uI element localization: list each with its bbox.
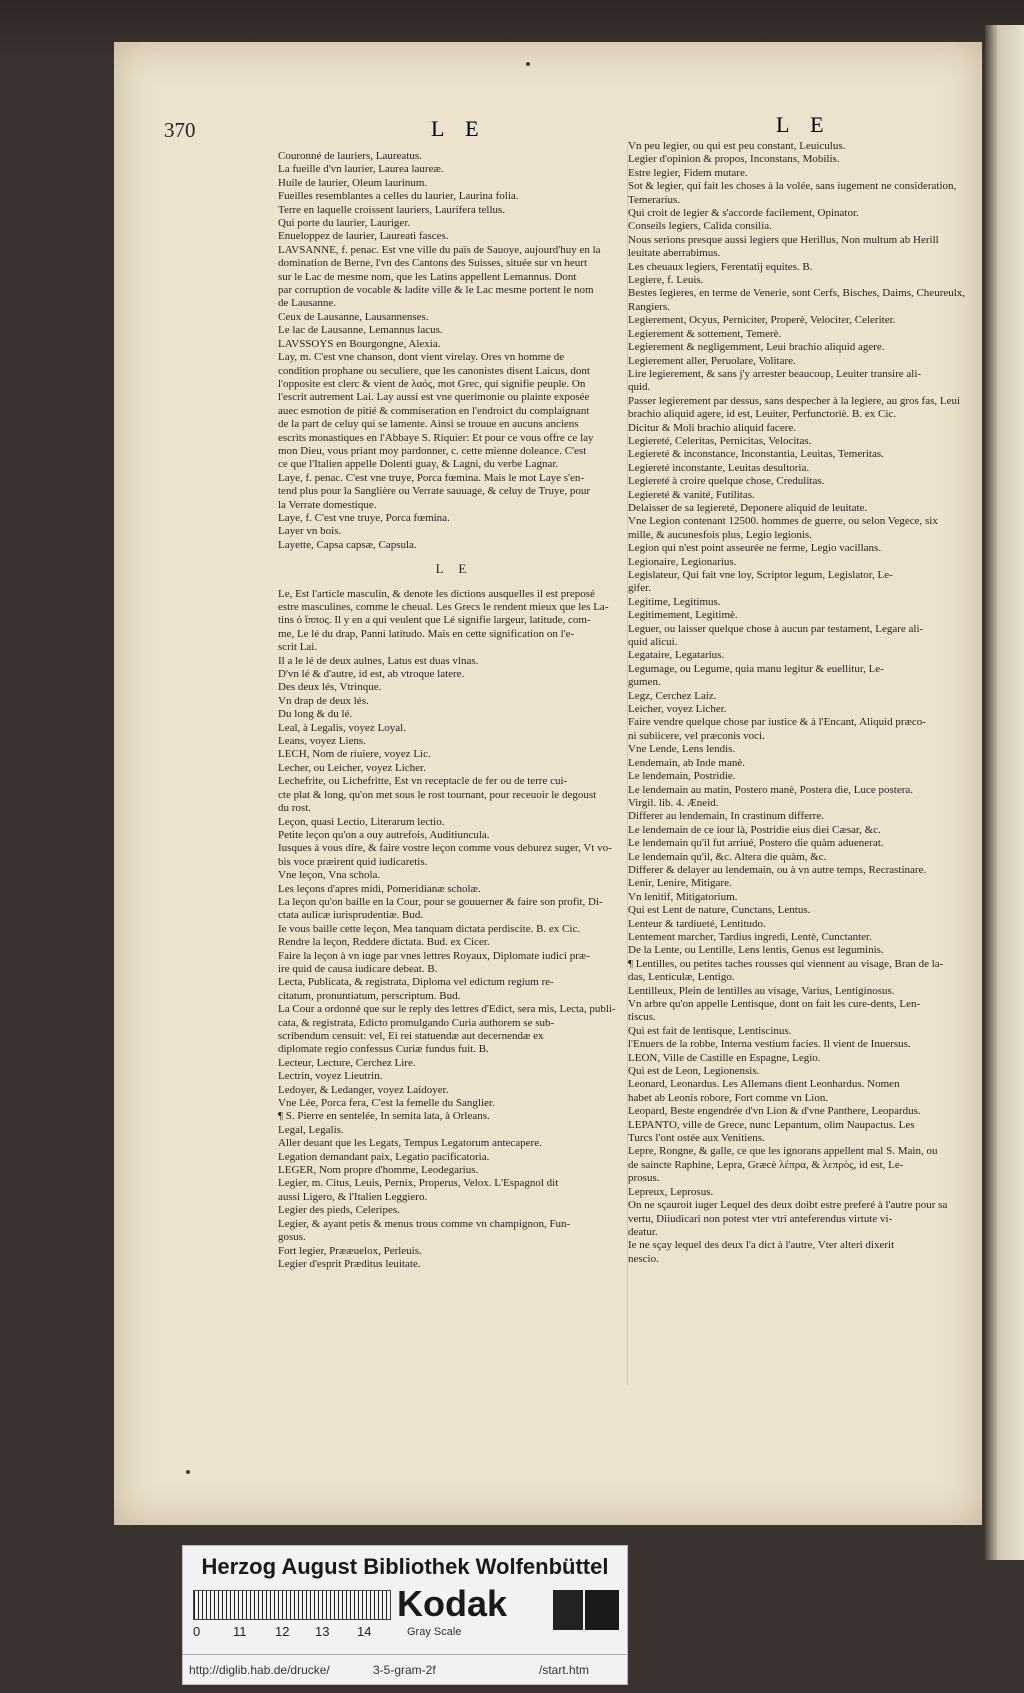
dictionary-line: Le lendemain au matin, Postero manè, Postera die, Luce postera. <box>628 783 913 796</box>
dictionary-line: citatum, pronuntiatum, perscriptum. Bud. <box>278 989 461 1002</box>
page-number: 370 <box>164 118 196 142</box>
dictionary-line: Legataire, Legatarius. <box>628 649 725 662</box>
dictionary-line: Bestes legieres, en terme de Venerie, sont Cerfs, Bisches, Daims, Cheureulx, <box>628 287 966 300</box>
dictionary-line: ni subiicere, vel præconis voci. <box>628 729 765 742</box>
dictionary-line: gifer. <box>628 582 651 595</box>
dictionary-line: Legier des pieds, Celeripes. <box>278 1204 400 1217</box>
right-column <box>628 140 983 1266</box>
dictionary-line: Laye, f. C'est vne truye, Porca fœmina. <box>278 511 450 524</box>
dictionary-line: Leopard, Beste engendrée d'vn Lion & d'vne Panthere, Leopardus. <box>628 1105 921 1118</box>
dictionary-line: me, Le lé du drap, Panni latitudo. Mais en cette signification on l'e- <box>278 627 575 640</box>
dictionary-line: Enueloppez de laurier, Laureati fasces. <box>278 230 449 243</box>
dictionary-line: de Lausanne. <box>278 297 337 310</box>
dictionary-line: Le, Est l'article masculin, & denote les dictions ausquelles il est preposé <box>278 587 595 600</box>
dictionary-line: Differer au lendemain, In crastinum differre. <box>628 810 824 823</box>
dictionary-line: Delaisser de sa legiereté, Deponere aliquid de leuitate. <box>628 501 868 514</box>
scale-number: 14 <box>357 1624 372 1639</box>
dictionary-line: Vn arbre qu'on appelle Lentisque, dont on fait les cure-dents, Len- <box>628 998 921 1010</box>
dictionary-line: Lendemain, ab Inde manè. <box>628 756 745 769</box>
dictionary-line: deatur. <box>628 1225 658 1238</box>
dictionary-line: Lenir, Lenire, Mitigare. <box>628 877 732 890</box>
dictionary-line: Le lendemain de ce iour là, Postridie eius diei Cæsar, &c. <box>628 823 881 836</box>
dictionary-line: Le lendemain qu'il fut arriué, Postero die quàm aduenerat. <box>628 837 884 850</box>
dictionary-line: Legitime, Legitimus. <box>628 595 721 608</box>
dictionary-line: tins ὁ ἵππος. Il y en a qui veulent que Lé signifie largeur, latitude, com- <box>278 614 591 627</box>
dictionary-line: Leçon, quasi Lectio, Literarum lectio. <box>278 815 445 828</box>
dictionary-line: Legiereté, Celeritas, Pernicitas, Velocitas. <box>628 434 812 447</box>
dictionary-line: D'vn lé & d'autre, id est, ab vtroque latere. <box>278 668 465 681</box>
dictionary-line: Vne Lée, Porca fera, C'est la femelle du Sanglier. <box>278 1097 495 1110</box>
gray-scale-label: Gray Scale <box>407 1626 462 1638</box>
dictionary-line: La leçon qu'on baille en la Cour, pour se gouuerner & faire son profit, Di- <box>278 895 603 908</box>
dictionary-line: Legiereté inconstante, Leuitas desultoria. <box>628 461 810 474</box>
dictionary-line: Legierement, Ocyus, Perniciter, Properè, Velociter, Celeriter. <box>628 314 896 327</box>
dictionary-line: Layette, Capsa capsæ, Capsula. <box>278 538 417 551</box>
dictionary-line: Legierement aller, Peruolare, Volitare. <box>628 354 796 367</box>
dictionary-line: LEON, Ville de Castille en Espagne, Legio. <box>628 1051 821 1064</box>
dictionary-line: On ne sçauroit iuger Lequel des deux doibt estre preferé à l'autre pour sa <box>628 1199 948 1212</box>
dictionary-line: Ie vous baille cette leçon, Mea tanquam dictata perdiscite. B. ex Cic. <box>278 922 581 935</box>
dictionary-line: LAVSSOYS en Bourgongne, Alexia. <box>278 337 441 350</box>
dictionary-line: Terre en laquelle croissent lauriers, Laurifera tellus. <box>278 203 506 216</box>
dictionary-line: LEGER, Nom propre d'homme, Leodegarius. <box>278 1164 479 1177</box>
dictionary-line: Legier d'opinion & propos, Inconstans, Mobilis. <box>628 153 840 166</box>
dictionary-line: Legier, m. Citus, Leuis, Pernix, Properus, Velox. L'Espagnol dit <box>278 1177 559 1190</box>
dictionary-line: Laye, f. penac. C'est vne truye, Porca fœmina. Mais le mot Laye s'en- <box>278 471 585 484</box>
dictionary-line: auec esmotion de pitié & commiseration en l'endroict du complaignant <box>278 404 590 417</box>
dictionary-line: mon Dieu, vous priant moy pardonner, c. cette mienne doleance. C'est <box>278 444 587 457</box>
dictionary-line: Leal, à Legalis, voyez Loyal. <box>278 721 406 734</box>
dictionary-line: LECH, Nom de riuiere, voyez Lic. <box>278 748 431 761</box>
scale-number: 11 <box>233 1624 247 1639</box>
dictionary-line: Legiereté à croire quelque chose, Credulitas. <box>628 475 825 488</box>
dictionary-line: du rost. <box>278 802 311 815</box>
dictionary-line: Les leçons d'apres midi, Pomeridianæ scholæ. <box>278 882 481 895</box>
dictionary-line: de la part de celuy qui se lamente. Ainsi se trouue en aucuns anciens <box>278 418 579 431</box>
dictionary-line: Layer vn bois. <box>278 525 342 538</box>
dictionary-line: Estre legier, Fidem mutare. <box>628 166 748 179</box>
scale-number: 0 <box>193 1624 201 1639</box>
dictionary-line: Faire vendre quelque chose par iustice & à l'Encant, Aliquid præco- <box>628 716 926 729</box>
dictionary-line: Rangiers. <box>628 300 670 313</box>
dictionary-line: Leans, voyez Liens. <box>278 735 366 748</box>
dictionary-line: Vne Lende, Lens lendis. <box>628 743 736 756</box>
dictionary-line: Vne Legion contenant 12500. hommes de guerre, ou selon Vegece, six <box>628 515 938 528</box>
dictionary-line: estre masculines, comme le cheual. Les Grecs le rendent mieux que les La- <box>278 601 609 613</box>
dictionary-line: Legier d'esprit Præditus leuitate. <box>278 1257 421 1270</box>
dictionary-line: Des deux lés, Vtrinque. <box>278 681 382 694</box>
kodak-logo: Kodak <box>397 1583 508 1624</box>
dictionary-line: Turcs l'ont ostée aux Venitiens. <box>628 1132 765 1145</box>
dictionary-line: vertu, Diiudicari non potest vter vtri anteferendus virtute vi- <box>628 1212 893 1225</box>
dictionary-line: cata, & registrata, Edicto promulgando Curia authorem se sub- <box>278 1016 555 1029</box>
dictionary-line: cte plat & long, qu'on met sous le rost tournant, pour receuoir le degoust <box>278 788 597 801</box>
dictionary-line: Sot & legier, qui fait les choses à la volée, sans iugement ne consideration, <box>628 180 957 193</box>
dictionary-line: ctata aulicæ iurisprudentiæ. Bud. <box>278 909 424 922</box>
dictionary-line: Le lendemain, Postridie. <box>628 770 736 783</box>
dictionary-line: Legiereté & inconstance, Inconstantia, Leuitas, Temeritas. <box>628 448 884 461</box>
dictionary-line: domination de Berne, l'vn des Cantons des Suisses, située sur vn heurt <box>278 257 588 270</box>
dictionary-line: Vne leçon, Vna schola. <box>278 869 381 882</box>
dictionary-line: l'Enuers de la robbe, Interna vestium facies. Il vient de Inuersus. <box>628 1038 911 1051</box>
dictionary-line: Lentement marcher, Tardius ingredi, Lentè, Cunctanter. <box>628 930 872 943</box>
running-head-right: L E <box>776 112 832 137</box>
dictionary-line: das, Lenticulæ, Lentigo. <box>628 971 735 984</box>
dictionary-line: Aller deuant que les Legats, Tempus Legatorum antecapere. <box>278 1137 542 1150</box>
dictionary-line: Leicher, voyez Licher. <box>628 703 727 716</box>
dictionary-line: scrit Lai. <box>278 641 318 654</box>
dictionary-line: Ceux de Lausanne, Lausannenses. <box>278 310 429 323</box>
dictionary-line: ¶ S. Pierre en sentelée, In semita lata, à Orleans. <box>278 1110 490 1123</box>
dictionary-line: Ledoyer, & Ledanger, voyez Laidoyer. <box>278 1083 449 1096</box>
dictionary-line: prosus. <box>628 1172 660 1185</box>
card-footer <box>183 1654 627 1683</box>
library-color-card <box>182 1545 628 1685</box>
dictionary-line: Lechefrite, ou Lichefritte, Est vn receptacle de fer ou de terre cui- <box>278 775 568 788</box>
scale-number: 12 <box>275 1624 290 1639</box>
dictionary-line: Lepreux, Leprosus. <box>628 1185 714 1198</box>
dictionary-line: tend plus pour la Sanglière ou Verrate sauuage, & celuy de Truye, pour <box>278 485 591 498</box>
dictionary-line: Legionaire, Legionarius. <box>628 555 737 568</box>
dictionary-line: Legierement & negligemment, Leui brachio aliquid agere. <box>628 341 885 354</box>
gray-scale-ruler <box>193 1590 391 1620</box>
dictionary-line: Legiereté & vanité, Futilitas. <box>628 488 755 501</box>
dictionary-line: Qui croit de legier & s'accorde facilement, Opinator. <box>628 207 859 220</box>
dictionary-line: mille, & aucunesfois plus, Legio legionis. <box>628 528 812 541</box>
dictionary-line: Legation demandant paix, Legatio pacificatoria. <box>278 1150 490 1163</box>
dictionary-line: leuitate aberrabimus. <box>628 247 721 260</box>
dictionary-line: Ie ne sçay lequel des deux l'a dict à l'autre, Vter alteri dixerit <box>628 1239 895 1252</box>
dictionary-line: La fueille d'vn laurier, Laurea laureæ. <box>278 163 444 176</box>
dictionary-line: Lecher, ou Leicher, voyez Licher. <box>278 761 426 774</box>
dictionary-line: Legitimement, Legitimè. <box>628 609 738 622</box>
dictionary-line: Leonard, Leonardus. Les Allemans dient Leonhardus. Nomen <box>628 1078 900 1091</box>
dictionary-line: ce que l'Italien appelle Dolenti guay, & Lagni, du verbe Lagnar. <box>278 458 559 471</box>
dictionary-line: Legal, Legalis. <box>278 1123 344 1136</box>
dictionary-line: Legz, Cerchez Laiz. <box>628 689 717 702</box>
dictionary-line: Virgil. lib. 4. Æneid. <box>628 796 719 809</box>
dictionary-line: Lepre, Rongne, & galle, ce que les ignorans appellent mal S. Main, ou <box>628 1145 938 1158</box>
dictionary-line: l'escrit autrement Lai. Lay aussi est vne querimonie ou plainte exposée <box>278 391 590 404</box>
dictionary-line: aussi Ligero, & l'Italien Leggiero. <box>278 1190 428 1203</box>
dictionary-line: Il a le lé de deux aulnes, Latus est duas vlnas. <box>278 654 479 667</box>
dictionary-line: par corruption de vocable & ladite ville & le Lac mesme portent le nom <box>278 284 594 297</box>
dictionary-line: Nous serions presque aussi legiers que Herillus, Non multum ab Herill <box>628 233 939 246</box>
dictionary-line: Du long & du lé. <box>278 708 353 721</box>
ink-speck <box>526 62 530 66</box>
dictionary-line: De la Lente, ou Lentille, Lens lentis, Genus est leguminis. <box>628 944 884 957</box>
dictionary-line: Lay, m. C'est vne chanson, dont vient virelay. Ores vn homme de <box>278 351 565 364</box>
left-column <box>278 150 630 1271</box>
scale-number: 13 <box>315 1624 330 1639</box>
dictionary-line: quid. <box>628 381 651 394</box>
card-url: http://diglib.hab.de/drucke/ <box>189 1663 330 1677</box>
dictionary-line: Lentilleux, Plein de lentilles au visage, Varius, Lentiginosus. <box>628 984 895 997</box>
dictionary-line: bis voce præirent quid iudicaretis. <box>278 855 428 868</box>
dictionary-line: Vn peu legier, ou qui est peu constant, Leuiculus. <box>628 140 846 152</box>
dictionary-line: Qui porte du laurier, Lauriger. <box>278 217 411 230</box>
dictionary-line: Rendre la leçon, Reddere dictata. Bud. ex Cicer. <box>278 936 490 949</box>
running-head-left: L E <box>431 116 487 141</box>
card-shelfmark: 3-5-gram-2f <box>373 1663 436 1677</box>
dictionary-line: Le lendemain qu'il, &c. Altera die quàm, &c. <box>628 850 827 863</box>
dictionary-line: habet ab Leonis robore, Fort comme vn Lion. <box>628 1091 829 1104</box>
dictionary-line: l'opposite est clerc & vient de λαός, mot Grec, qui signifie peuple. On <box>278 377 586 390</box>
dictionary-line: Fort legier, Prææuelox, Perleuis. <box>278 1244 422 1257</box>
gray-swatch-dark <box>553 1590 583 1630</box>
dictionary-line: brachio aliquid agere, id est, Leuiter, Perfunctoriè. B. ex Cic. <box>628 408 897 421</box>
dictionary-line: Leguer, ou laisser quelque chose à aucun par testament, Legare ali- <box>628 622 924 635</box>
dictionary-line: diplomate regio confessus Curiæ fundus fuit. B. <box>278 1043 489 1056</box>
dictionary-line: quid alicui. <box>628 636 678 649</box>
dictionary-line: Dicitur & Moli brachio aliquid facere. <box>628 421 796 434</box>
dictionary-line: la Verrate domestique. <box>278 498 377 511</box>
dictionary-line: Legion qui n'est point asseurée ne ferme, Legio vacillans. <box>628 542 882 555</box>
ink-speck <box>186 1470 190 1474</box>
dictionary-line: Legislateur, Qui fait vne loy, Scriptor legum, Legislator, Le- <box>628 569 893 581</box>
dictionary-line: condition prophane ou seculiere, que les canonistes disent Laicus, dont <box>278 364 590 377</box>
dictionary-line: Faire la leçon à vn iuge par vnes lettres Royaux, Diplomate iudici præ- <box>278 949 590 962</box>
dictionary-line: ire quid de causa iudicare debeat. B. <box>278 962 438 975</box>
section-subhead: L E <box>435 561 473 577</box>
adjacent-page-edge <box>985 25 1024 1560</box>
dictionary-line: LAVSANNE, f. penac. Est vne ville du païs de Sauoye, aujourd'huy en la <box>278 243 601 256</box>
dictionary-line: Iusques à vous dire, & faire vostre leçon comme vous deburez suger, Vt vo- <box>278 842 612 855</box>
scale-numbers <box>193 1624 389 1642</box>
dictionary-line: Les cheuaux legiers, Ferentatij equites. B. <box>628 260 813 273</box>
dictionary-line: Lire legierement, & sans j'y arrester beaucoup, Leuiter transire ali- <box>628 367 922 380</box>
dictionary-line: Vn lenitif, Mitigatorium. <box>628 890 738 903</box>
dictionary-line: Legier, & ayant petis & menus trous comme vn champignon, Fun- <box>278 1217 571 1230</box>
card-start: /start.htm <box>539 1663 590 1677</box>
dictionary-line: Qui est Lent de nature, Cunctans, Lentus. <box>628 904 811 917</box>
dictionary-line: Passer legierement par dessus, sans despecher à la legiere, au gros fas, Leui <box>628 394 961 407</box>
dictionary-line: Legierement & sottement, Temerè. <box>628 327 782 340</box>
dictionary-line: La Cour a ordonné que sur le reply des lettres d'Edict, sera mis, Lecta, publi- <box>278 1003 616 1016</box>
dictionary-line: nescio. <box>628 1252 659 1265</box>
gray-swatch-black <box>585 1590 619 1630</box>
dictionary-line: Differer & delayer au lendemain, ou à vn autre temps, Recrastinare. <box>628 863 927 876</box>
dictionary-line: Conseils legiers, Calida consilia. <box>628 220 772 233</box>
dictionary-line: LEPANTO, ville de Grece, nunc Lepantum, olim Naupactus. Les <box>628 1118 915 1131</box>
dictionary-line: Legumage, ou Legume, quia manu legitur & euellitur, Le- <box>628 662 884 675</box>
dictionary-line: Huile de laurier, Oleum laurinum. <box>278 176 428 189</box>
dictionary-line: gosus. <box>278 1231 306 1244</box>
dictionary-line: Lectrin, voyez Lieutrin. <box>278 1070 383 1083</box>
dictionary-line: Lecteur, Lecture, Cerchez Lire. <box>278 1056 416 1069</box>
dictionary-line: Qui est de Leon, Legionensis. <box>628 1065 760 1078</box>
dictionary-line: Fueilles resemblantes a celles du laurier, Laurina folia. <box>278 190 519 203</box>
dictionary-line: tiscus. <box>628 1011 656 1024</box>
dictionary-line: ¶ Lentilles, ou petites taches rousses qui viennent au visage, Bran de la- <box>628 957 944 970</box>
dictionary-line: Temerarius. <box>628 193 681 206</box>
dictionary-line: Le lac de Lausanne, Lemannus lacus. <box>278 324 443 337</box>
dictionary-line: Couronné de lauriers, Laureatus. <box>278 150 422 162</box>
dictionary-line: escrits monastiques en l'Abbaye S. Riquier: Et pour ce vous offre ce lay <box>278 431 594 444</box>
dictionary-line: scribendum censuit: vel, Ei rei statuendæ aut decernendæ ex <box>278 1030 544 1042</box>
dictionary-line: gumen. <box>628 676 661 689</box>
dictionary-line: Qui est fait de lentisque, Lentiscinus. <box>628 1024 792 1037</box>
dictionary-line: Petite leçon qu'on a ouy autrefois, Auditiuncula. <box>278 828 490 841</box>
dictionary-line: Legiere, f. Leuis. <box>628 274 704 287</box>
card-title: Herzog August Bibliothek Wolfenbüttel <box>201 1554 609 1579</box>
dictionary-line: Lenteur & tardiueté, Lentitudo. <box>628 917 766 930</box>
dictionary-line: Lecta, Publicata, & registrata, Diploma vel edictum regium re- <box>278 976 554 989</box>
dictionary-line: sur le Lac de mesme nom, que les Latins appellent Lemannus. Dont <box>278 270 577 283</box>
dictionary-line: de saincte Raphine, Lepra, Græcè λέπρα, & λεπρὸς, id est, Le- <box>628 1158 904 1171</box>
dictionary-line: Vn drap de deux lés. <box>278 694 369 707</box>
